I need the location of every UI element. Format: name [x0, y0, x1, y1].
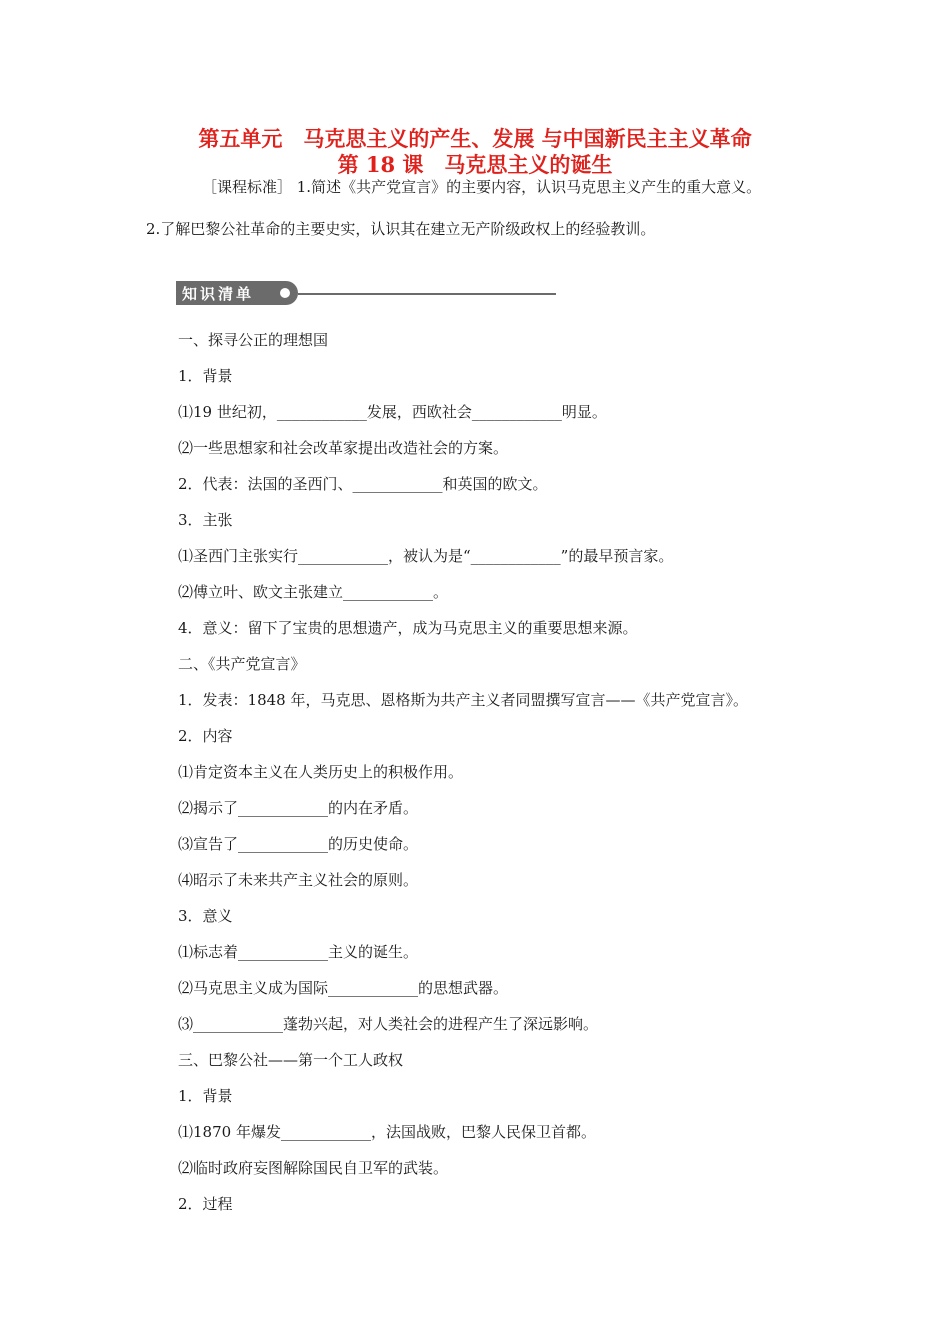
lesson-title: 第 18 课 马克思主义的诞生 [337, 152, 613, 177]
list-item: ⑵临时政府妄图解除国民自卫军的武装。 [178, 1159, 449, 1177]
section-heading: 三、巴黎公社——第一个工人政权 [178, 1051, 404, 1069]
list-item: 3．意义 [178, 907, 233, 925]
course-standard-line-2: 2.了解巴黎公社革命的主要史实，认识其在建立无产阶级政权上的经验教训。 [146, 220, 656, 238]
list-item: ⑴标志着____________主义的诞生。 [178, 943, 419, 961]
list-item: 1．发表：1848 年，马克思、恩格斯为共产主义者同盟撰写宣言——《共产党宣言》。 [178, 691, 748, 709]
section-heading: 一、探寻公正的理想国 [178, 331, 329, 349]
list-item: ⑵揭示了____________的内在矛盾。 [178, 799, 419, 817]
list-item: 3．主张 [178, 511, 233, 529]
banner-label: 知识清单 [182, 285, 255, 303]
list-item: ⑴1870 年爆发____________，法国战败，巴黎人民保卫首都。 [178, 1123, 596, 1141]
course-standard-line-1: ［课程标准］ 1.简述《共产党宣言》的主要内容，认识马克思主义产生的重大意义。 [202, 178, 762, 196]
list-item: ⑵傅立叶、欧文主张建立____________。 [178, 583, 449, 601]
list-item: ⑵马克思主义成为国际____________的思想武器。 [178, 979, 509, 997]
list-item: 4．意义：留下了宝贵的思想遗产，成为马克思主义的重要思想来源。 [178, 619, 638, 637]
unit-title: 第五单元 马克思主义的产生、发展 与中国新民主主义革命 [198, 126, 752, 151]
list-item: ⑴19 世纪初，____________发展，西欧社会____________明显。 [178, 403, 607, 421]
list-item: 2．代表：法国的圣西门、____________和英国的欧文。 [178, 475, 548, 493]
list-item: ⑶____________蓬勃兴起，对人类社会的进程产生了深远影响。 [178, 1015, 599, 1033]
divider [298, 293, 556, 295]
list-item: 2．内容 [178, 727, 233, 745]
list-item: ⑴肯定资本主义在人类历史上的积极作用。 [178, 763, 464, 781]
list-item: ⑷昭示了未来共产主义社会的原则。 [178, 871, 419, 889]
knowledge-list-banner [176, 281, 298, 305]
list-item: ⑵一些思想家和社会改革家提出改造社会的方案。 [178, 439, 509, 457]
list-item: 2．过程 [178, 1195, 233, 1213]
list-item: ⑶宣告了____________的历史使命。 [178, 835, 419, 853]
list-item: ⑴圣西门主张实行____________，被认为是“____________”的最早预言家。 [178, 547, 674, 565]
section-heading: 二、《共产党宣言》 [178, 655, 306, 673]
list-item: 1．背景 [178, 367, 233, 385]
bullet-dot-icon [280, 288, 290, 298]
list-item: 1．背景 [178, 1087, 233, 1105]
